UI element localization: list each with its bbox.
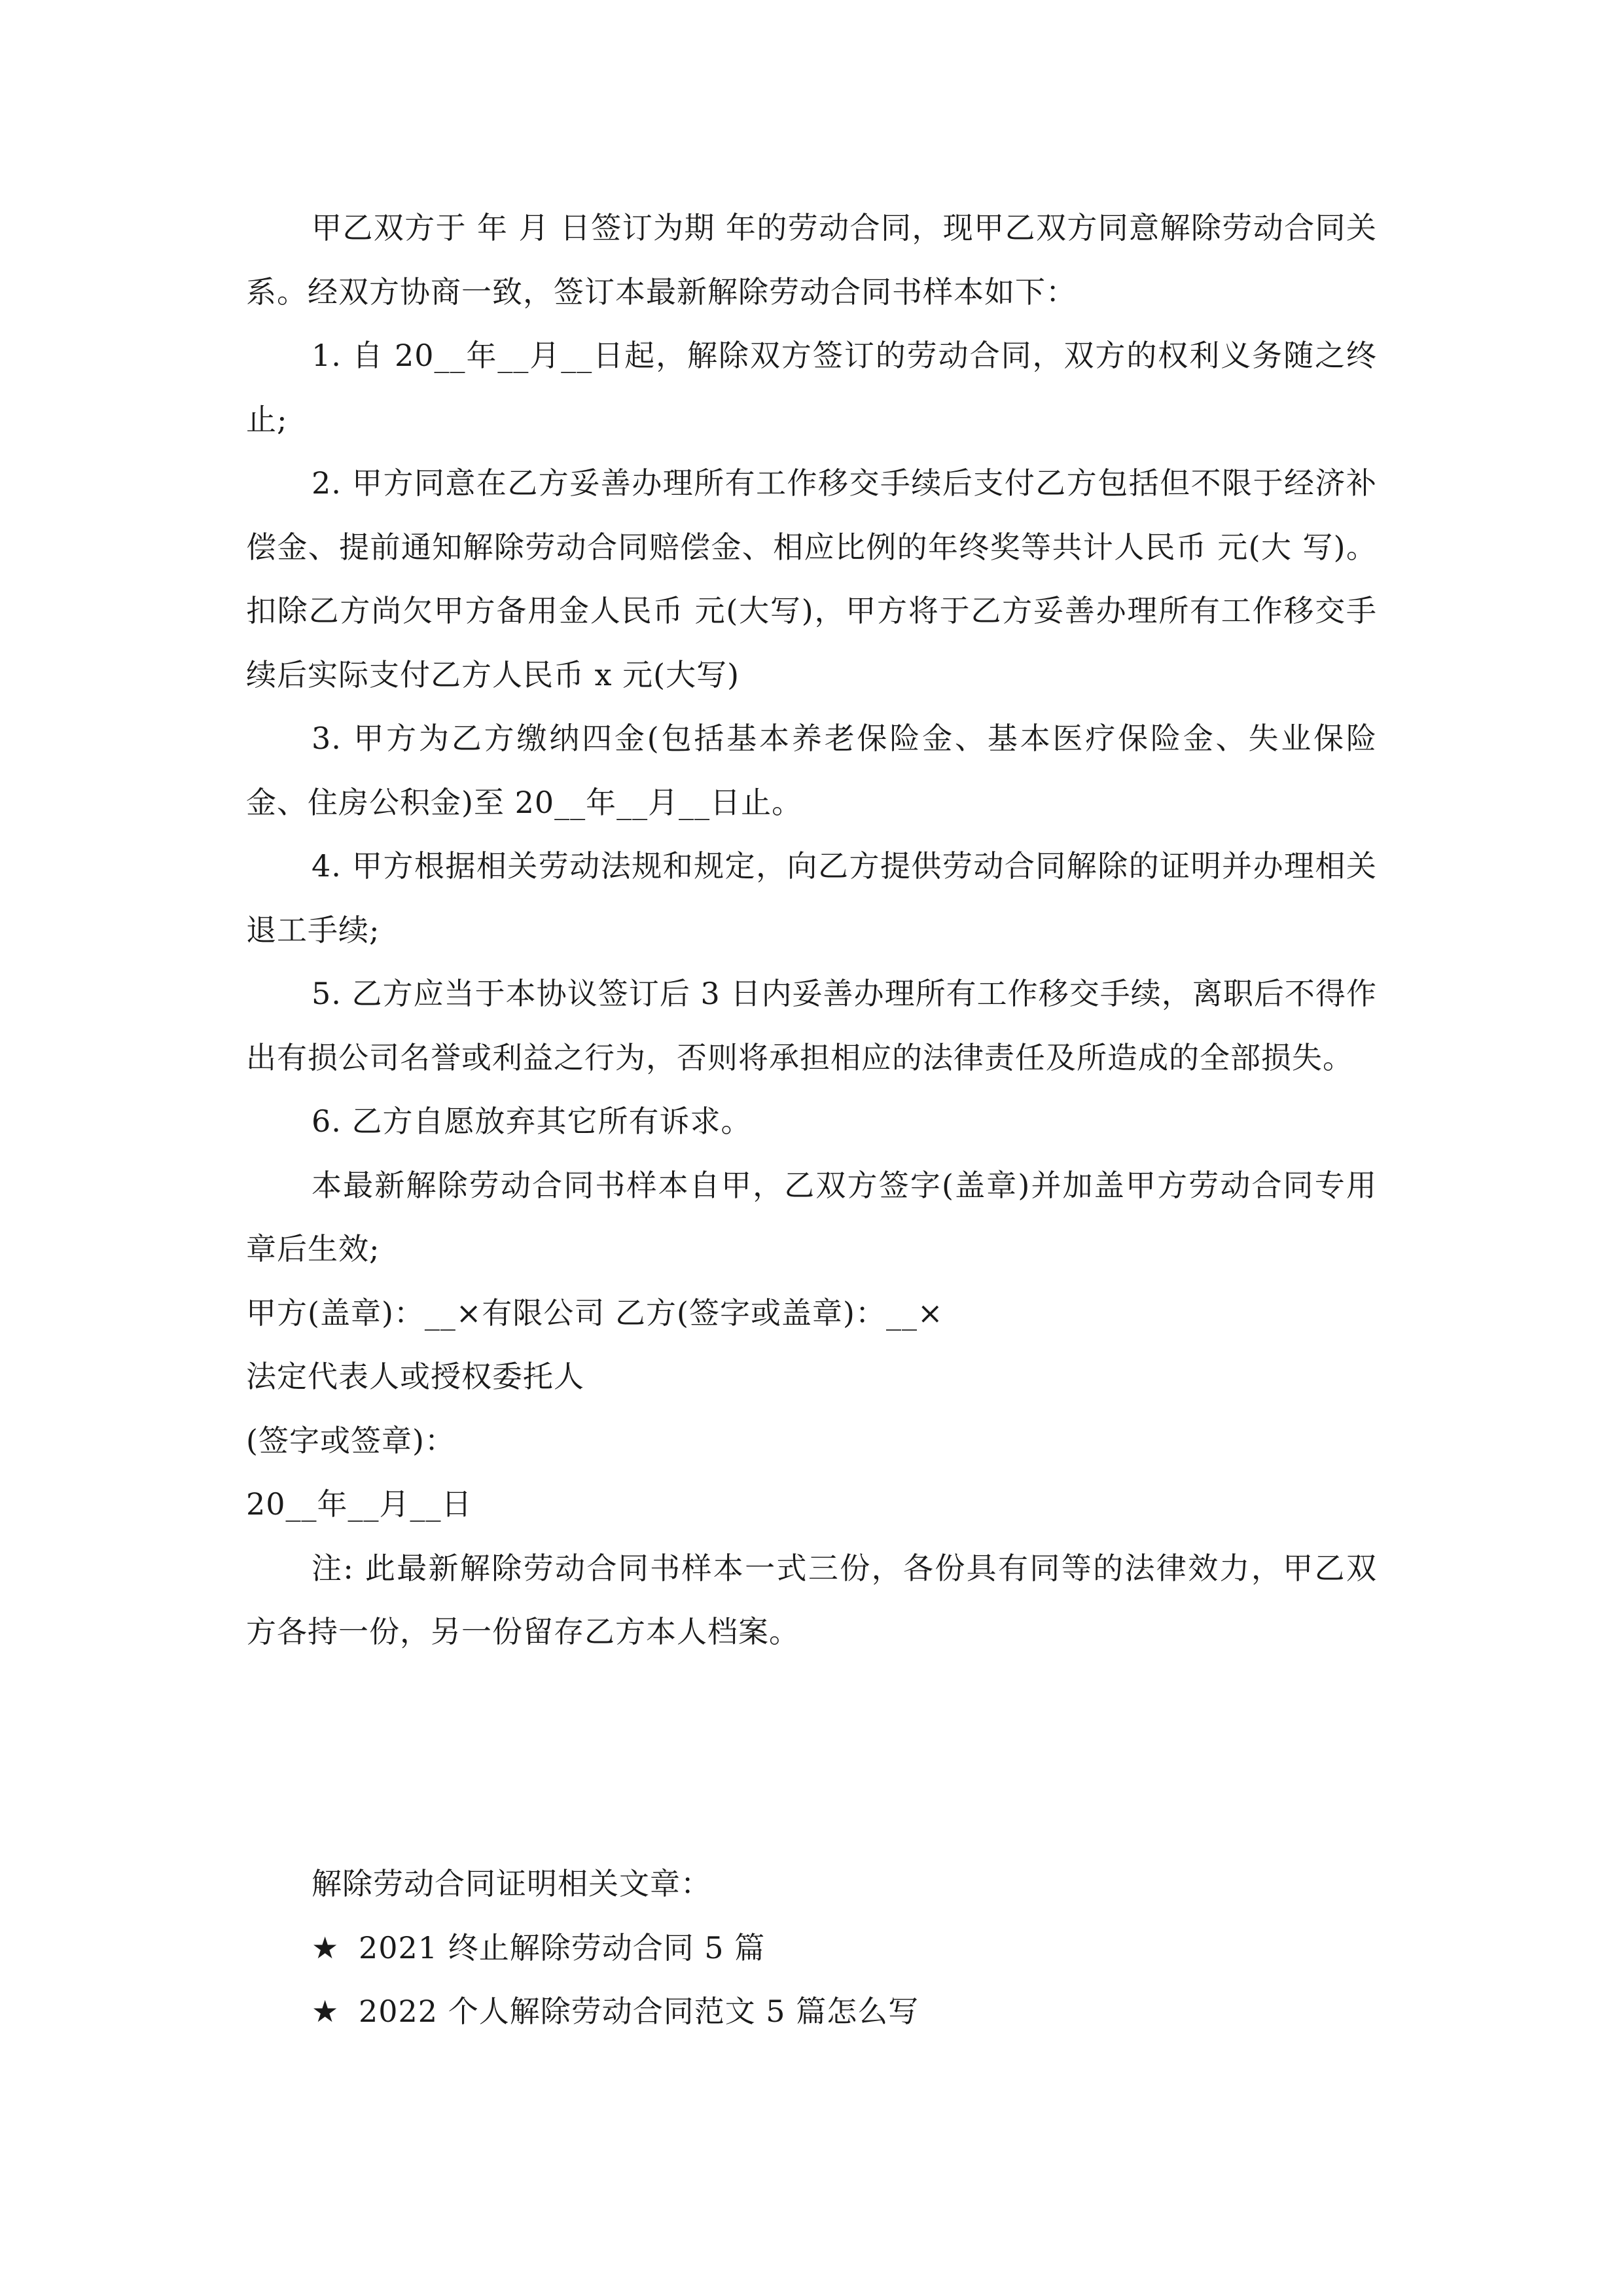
intro-paragraph: 甲乙双方于 年 月 日签订为期 年的劳动合同，现甲乙双方同意解除劳动合同关系。经双方协商一致，签订本最新解除劳动合同书样本如下：: [246, 210, 1377, 310]
date-line: 20__年__月__日: [246, 1486, 473, 1522]
related-link-1[interactable]: 2021 终止解除劳动合同 5 篇: [359, 1929, 766, 1965]
effective-clause: 本最新解除劳动合同书样本自甲，乙双方签字(盖章)并加盖甲方劳动合同专用章后生效;: [246, 1167, 1377, 1266]
clause-3: 3. 甲方为乙方缴纳四金(包括基本养老保险金、基本医疗保险金、失业保险金、住房公积金)至 20__年__月__日止。: [246, 721, 1377, 820]
related-link-item[interactable]: [312, 1916, 1377, 1981]
clause-2: 2. 甲方同意在乙方妥善办理所有工作移交手续后支付乙方包括但不限于经济补偿金、提前通知解除劳动合同赔偿金、相应比例的年终奖等共计人民币 元(大 写)。扣除乙方尚欠甲方备用金人民币 元(大写)，甲方将于乙方妥善办理所有工作移交手续后实际支付乙方人民币 x 元(大写): [246, 465, 1377, 692]
clause-1: 1. 自 20__年__月__日起，解除双方签订的劳动合同，双方的权利义务随之终止;: [246, 338, 1377, 437]
contract-body: [246, 196, 1377, 1664]
related-heading: 解除劳动合同证明相关文章：: [312, 1866, 711, 1901]
signature-line: 甲方(盖章)：__×有限公司 乙方(签字或盖章)：__×: [246, 1295, 944, 1331]
related-articles: [312, 1852, 1377, 2044]
related-link-item[interactable]: [312, 1980, 1377, 2044]
representative-line: 法定代表人或授权委托人: [246, 1359, 584, 1394]
clause-6: 6. 乙方自愿放弃其它所有诉求。: [312, 1103, 752, 1139]
note-paragraph: 注: 此最新解除劳动合同书样本一式三份，各份具有同等的法律效力，甲乙双方各持一份，另一份留存乙方本人档案。: [246, 1550, 1377, 1649]
related-link-2[interactable]: 2022 个人解除劳动合同范文 5 篇怎么写: [359, 1994, 919, 2029]
clause-4: 4. 甲方根据相关劳动法规和规定，向乙方提供劳动合同解除的证明并办理相关退工手续;: [246, 848, 1377, 948]
star-icon: ★: [312, 1994, 340, 2029]
clause-5: 5. 乙方应当于本协议签订后 3 日内妥善办理所有工作移交手续，离职后不得作出有损公司名誉或利益之行为，否则将承担相应的法律责任及所造成的全部损失。: [246, 976, 1377, 1075]
star-icon: ★: [312, 1929, 340, 1965]
sign-or-seal-line: (签字或签章)：: [246, 1422, 455, 1458]
